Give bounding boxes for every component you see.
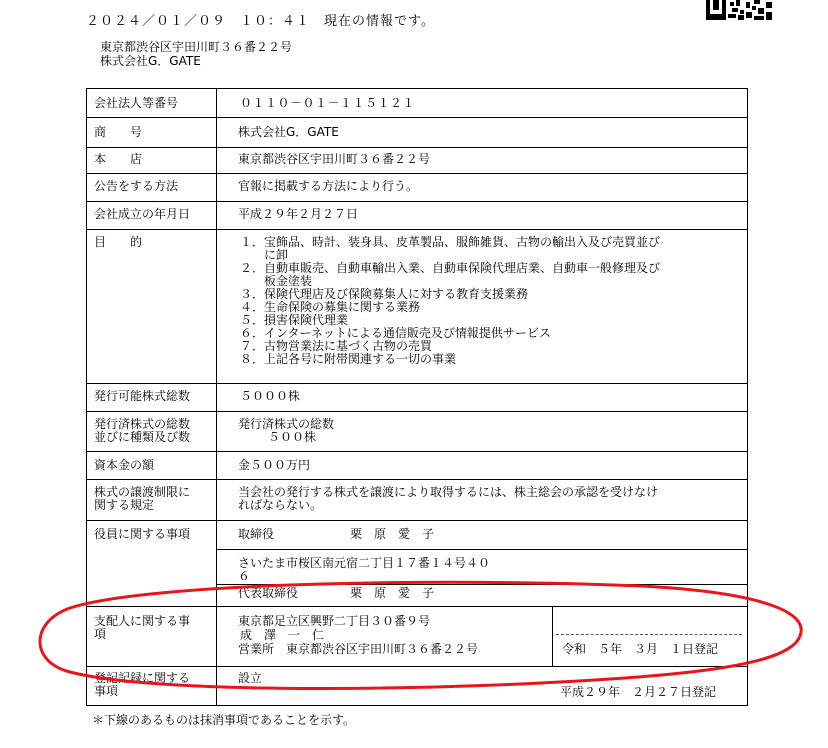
- label-manager-line2: 項: [94, 627, 107, 641]
- manager-date-dashed-line: [556, 634, 742, 635]
- row-divider: [86, 411, 748, 412]
- value-public-notice: 官報に掲載する方法により行う。: [238, 179, 419, 193]
- label-issued-shares-line2: 並びに種類及び数: [94, 430, 191, 444]
- row-divider: [86, 666, 748, 667]
- officer-address: [238, 557, 490, 583]
- row-divider: [86, 201, 748, 202]
- label-purpose: 目 的: [94, 235, 143, 249]
- purpose-item: ６．インターネットによる通信販売及び情報提供サービス: [240, 326, 551, 340]
- purpose-item: ３．保険代理店及び保険募集人に対する教育支援業務: [240, 287, 529, 301]
- row-divider: [86, 147, 748, 148]
- label-trade-name: 商 号: [94, 125, 143, 139]
- registration-value: 設立: [238, 671, 263, 685]
- purpose-item: 板金塗装: [240, 274, 313, 288]
- row-divider: [86, 520, 748, 521]
- purpose-item: ５．損害保険代理業: [240, 313, 349, 327]
- label-authorized-shares: 発行可能株式総数: [94, 389, 191, 403]
- row-divider: [86, 479, 748, 480]
- row-divider: [86, 606, 748, 607]
- row-divider: [86, 173, 748, 174]
- footnote: ＊下線のあるものは抹消事項であることを示す。: [92, 713, 356, 727]
- qr-code-icon: [706, 0, 772, 20]
- value-authorized-shares: ５０００株: [240, 389, 301, 403]
- manager-address: 東京都足立区興野二丁目３０番９号: [238, 614, 431, 628]
- officer-sub-divider: [216, 584, 748, 585]
- header-address: 東京都渋谷区宇田川町３６番２２号: [100, 40, 293, 54]
- officer-address-line2: ６: [238, 569, 251, 583]
- officer-director-name: 栗 原 愛 子: [350, 527, 435, 541]
- value-transfer-line1: 当会社の発行する株式を譲渡により取得するには、株主総会の承認を受けなけ: [238, 485, 659, 499]
- purpose-item: に卸: [240, 248, 289, 262]
- timestamp: ２０２４／０１／０９ １０：４１ 現在の情報です。: [86, 14, 435, 29]
- registration-date: 平成２９年 ２月２７日登記: [560, 685, 717, 699]
- label-transfer-restriction: [94, 486, 190, 512]
- label-head-office: 本 店: [94, 152, 143, 166]
- officer-sub-divider: [216, 549, 748, 550]
- label-manager-line1: 支配人に関する事: [94, 614, 191, 628]
- manager-reg-date: 令和 ５年 ３月 １日登記: [562, 642, 719, 656]
- purpose-item: ８．上記各号に附帯関連する一切の事業: [240, 352, 457, 366]
- label-column-divider: [216, 88, 217, 706]
- row-divider: [86, 117, 748, 118]
- value-capital: 金５００万円: [238, 458, 311, 472]
- label-issued-shares: [94, 418, 190, 444]
- row-divider: [86, 229, 748, 230]
- value-transfer-restriction: [238, 486, 658, 512]
- value-head-office: 東京都渋谷区宇田川町３６番２２号: [238, 152, 431, 166]
- header-block: [100, 40, 292, 68]
- officer-director-title: 取締役: [238, 527, 275, 541]
- label-registration-line1: 登記記録に関する: [94, 671, 191, 685]
- purpose-item: ４．生命保険の募集に関する業務: [240, 300, 421, 314]
- manager-date-divider: [552, 606, 553, 666]
- officer-address-line1: さいたま市桜区南元宿二丁目１７番１４号４０: [238, 556, 491, 570]
- purpose-item: ７．古物営業法に基づく古物の売買: [240, 339, 433, 353]
- label-registration-line2: 事項: [94, 684, 119, 698]
- value-transfer-line2: ればならない。: [238, 498, 323, 512]
- label-established: 会社成立の年月日: [94, 207, 191, 221]
- label-transfer-line2: 関する規定: [94, 498, 155, 512]
- value-issued-shares: [238, 418, 334, 444]
- purpose-list: [240, 236, 660, 366]
- label-registration: [94, 672, 190, 698]
- label-transfer-line1: 株式の譲渡制限に: [94, 485, 191, 499]
- label-public-notice: 公告をする方法: [94, 179, 179, 193]
- label-capital: 資本金の額: [94, 458, 155, 472]
- officer-rep-title: 代表取締役: [238, 586, 299, 600]
- value-corp-number: ０１１０－０１－１１５１２１: [240, 96, 416, 110]
- officer-rep-name: 栗 原 愛 子: [350, 586, 435, 600]
- row-divider: [86, 383, 748, 384]
- row-divider: [86, 451, 748, 452]
- manager-name: 成 澤 一 仁: [240, 628, 325, 642]
- value-issued-shares-line2: ５００株: [268, 430, 317, 444]
- purpose-item: １．宝飾品、時計、装身具、皮革製品、服飾雑貨、古物の輸出入及び売買並び: [240, 235, 661, 249]
- label-officers: 役員に関する事項: [94, 527, 191, 541]
- value-trade-name: 株式会社G．GATE: [238, 125, 339, 139]
- value-issued-shares-line1: 発行済株式の総数: [238, 417, 335, 431]
- purpose-item: ２．自動車販売、自動車輸出入業、自動車保険代理店業、自動車一般修理及び: [240, 261, 661, 275]
- label-corp-number: 会社法人等番号: [94, 96, 179, 110]
- manager-office: 営業所 東京都渋谷区宇田川町３６番２２号: [238, 642, 479, 656]
- value-established: 平成２９年２月２７日: [238, 207, 359, 221]
- label-manager: [94, 615, 190, 641]
- label-issued-shares-line1: 発行済株式の総数: [94, 417, 191, 431]
- header-company: 株式会社G．GATE: [100, 54, 201, 68]
